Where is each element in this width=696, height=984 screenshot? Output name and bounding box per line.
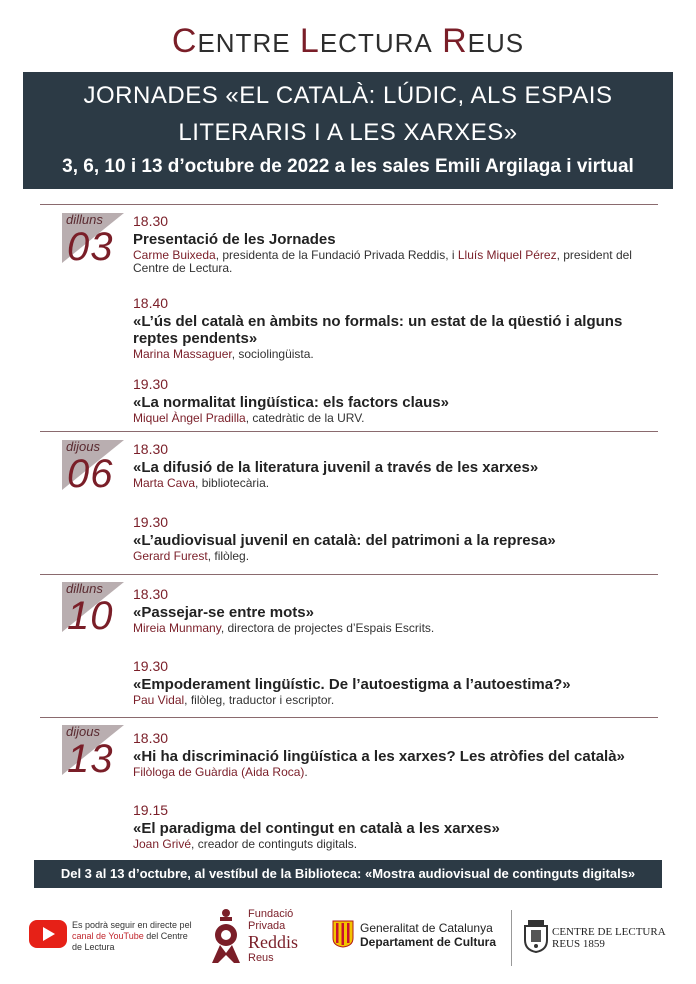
speaker-name: Pau Vidal (133, 693, 185, 707)
event (133, 514, 663, 563)
title-l: L (299, 22, 320, 60)
speaker-name: Lluís Miquel Pérez (457, 248, 557, 262)
event (133, 295, 663, 361)
event-title: Presentació de les Jornades (133, 231, 336, 248)
title-r: R (442, 22, 468, 60)
event (133, 802, 663, 851)
event-title: «La normalitat lingüística: els factors claus» (133, 394, 449, 411)
org-title (0, 22, 696, 61)
speaker-role: , presidenta de la Fundació Privada Reddis, i (215, 248, 458, 262)
speaker-role: , filòleg. (207, 549, 250, 563)
day-number: 03 (67, 225, 114, 269)
speaker-name: Marta Cava (133, 476, 196, 490)
speaker-name: Mireia Munmany (133, 621, 221, 635)
event-title: «La difusió de la literatura juvenil a través de les xarxes» (133, 459, 539, 476)
event-time: 18.30 (133, 586, 169, 602)
speaker-name: Filòloga de Guàrdia (Aida Roca) (133, 765, 305, 779)
banner-line-1: JORNADES «EL CATALÀ: LÚDIC, ALS ESPAIS (83, 82, 613, 109)
event-title: «L’audiovisual juvenil en català: del patrimoni a la represa» (133, 532, 556, 549)
event-title: «Empoderament lingüístic. De l’autoestigma a l’autoestima?» (133, 676, 571, 693)
speaker-role: , president del Centre de Lectura. (133, 248, 632, 275)
generalitat-flag-icon (332, 920, 354, 948)
speaker-name: Miquel Àngel Pradilla (133, 411, 246, 425)
reddis-line-1: Fundació (248, 908, 294, 920)
reddis-name (248, 908, 298, 964)
event-speakers (133, 477, 663, 490)
day-name: dilluns (66, 212, 103, 227)
speaker-name: Joan Grivé (133, 837, 192, 851)
speaker-role: , catedràtic de la URV. (245, 411, 365, 425)
event (133, 213, 663, 275)
day-number: 10 (67, 594, 114, 638)
event-speakers (133, 348, 663, 361)
event-speakers (133, 766, 663, 779)
divider (40, 431, 658, 432)
event-speakers (133, 412, 663, 425)
event (133, 658, 663, 707)
day-badge (62, 213, 132, 283)
generalitat-text (360, 921, 496, 949)
event-title: «Hi ha discriminació lingüística a les xarxes? Les atròfies del català» (133, 748, 625, 765)
event-time: 18.30 (133, 441, 169, 457)
header-banner (23, 72, 673, 189)
title-entre: ENTRE (197, 28, 291, 58)
day-badge (62, 725, 132, 795)
divider (40, 717, 658, 718)
banner-dates: 3, 6, 10 i 13 d’octubre de 2022 a les sales Emili Argilaga i virtual (62, 156, 634, 177)
event (133, 586, 663, 635)
speaker-role: , creador de continguts digitals. (191, 837, 358, 851)
divider (40, 204, 658, 205)
event-speakers (133, 249, 663, 275)
event (133, 730, 663, 779)
day-badge (62, 582, 132, 652)
event (133, 441, 663, 490)
title-c: C (171, 22, 198, 60)
event-time: 18.40 (133, 295, 169, 311)
centre-lectura-line-2: REUS 1859 (552, 938, 605, 950)
event-time: 18.30 (133, 213, 169, 229)
centre-lectura-text (552, 926, 666, 950)
reddis-line-4: Reus (248, 952, 274, 964)
event-title: «El paradigma del contingut en català a les xarxes» (133, 820, 500, 837)
title-ectura: ECTURA (319, 28, 433, 58)
event-time: 19.30 (133, 514, 169, 530)
event-speakers (133, 838, 663, 851)
divider-vertical (511, 910, 512, 966)
event-title: «Passejar-se entre mots» (133, 604, 314, 621)
event-title: «L’ús del català en àmbits no formals: un estat de la qüestió i alguns reptes pendents» (133, 313, 623, 347)
title-eus: EUS (467, 28, 525, 58)
divider (40, 574, 658, 575)
reddis-line-3: Reddis (248, 932, 299, 952)
reddis-line-2: Privada (248, 920, 286, 932)
generalitat-line-2: Departament de Cultura (360, 935, 497, 949)
speaker-role: , sociolingüista. (231, 347, 314, 361)
youtube-text-b: del Centre de Lectura (72, 931, 188, 952)
speaker-role: . (304, 765, 308, 779)
youtube-icon[interactable] (28, 918, 68, 950)
generalitat-line-1: Generalitat de Catalunya (360, 921, 493, 935)
centre-lectura-line-1: CENTRE DE LECTURA (552, 926, 666, 938)
youtube-notice (72, 920, 192, 953)
event-speakers (133, 694, 663, 707)
event-time: 19.30 (133, 658, 169, 674)
day-number: 13 (67, 737, 114, 781)
youtube-text-a: Es podrà seguir en directe pel (72, 920, 192, 930)
event-speakers (133, 622, 663, 635)
day-number: 06 (67, 452, 114, 496)
event-time: 19.30 (133, 376, 169, 392)
exhibition-banner: Del 3 al 13 d’octubre, al vestíbul de la Biblioteca: «Mostra audiovisual de continguts digitals» (34, 860, 662, 888)
speaker-name: Gerard Furest (133, 549, 208, 563)
speaker-role: , directora de projectes d’Espais Escrits. (220, 621, 435, 635)
centre-lectura-crest-icon (522, 918, 550, 954)
day-name: dilluns (66, 581, 103, 596)
speaker-role: , filòleg, traductor i escriptor. (184, 693, 335, 707)
event (133, 376, 663, 425)
event-speakers (133, 550, 663, 563)
youtube-channel-link[interactable]: canal de YouTube (72, 931, 144, 941)
day-name: dijous (66, 439, 100, 454)
speaker-name: Carme Buixeda (133, 248, 216, 262)
speaker-role: , bibliotecària. (195, 476, 270, 490)
day-badge (62, 440, 132, 510)
speaker-name: Marina Massaguer (133, 347, 232, 361)
banner-line-2: LITERARIS I A LES XARXES» (178, 119, 518, 146)
event-time: 18.30 (133, 730, 169, 746)
day-name: dijous (66, 724, 100, 739)
event-time: 19.15 (133, 802, 169, 818)
